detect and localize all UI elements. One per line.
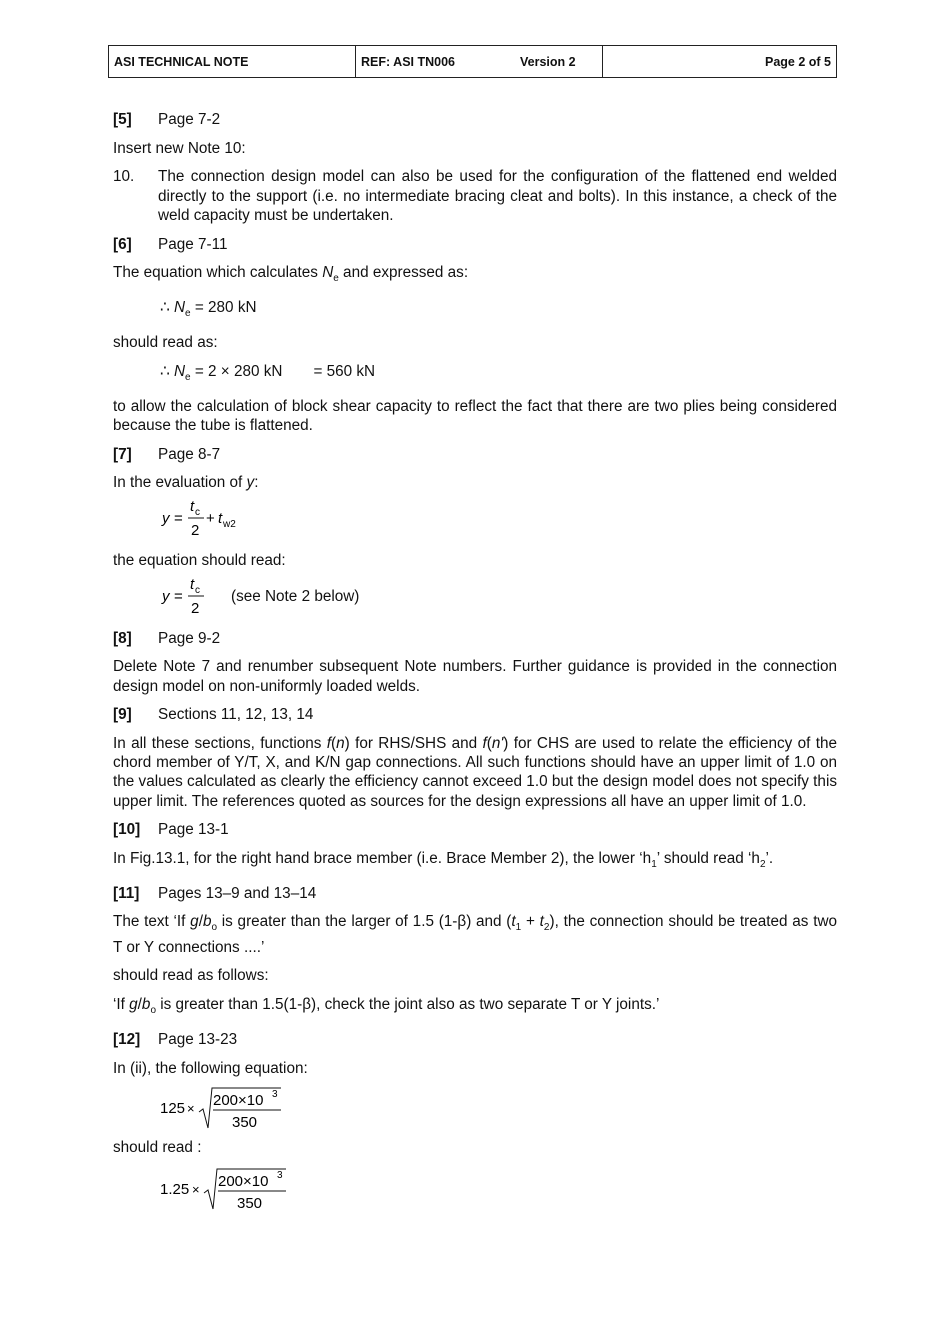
section-title: Sections 11, 12, 13, 14 <box>158 706 314 724</box>
section-9-text: In all these sections, functions f(n) for RHS/SHS and f(n') for CHS are used to relate the efficiency of the chord member of Y/T, X, and K/N gap connections. All such functions should have an upper limit of 1.0 on the values calculated as clearly the efficiency cannot exceed 1.0 but the design model does not specify this upper limit. The references quoted as sources for the design expressions all have an upper limit of 1.0. <box>113 734 837 810</box>
note-number: 10. <box>113 168 135 186</box>
header-doc-title: ASI TECHNICAL NOTE <box>109 46 356 77</box>
section-10-text: In Fig.13.1, for the right hand brace member (i.e. Brace Member 2), the lower ‘$h_1$’ should read ‘$h_2$’. <box>113 849 774 871</box>
svg-text:+: + <box>206 510 215 528</box>
svg-text:350: 350 <box>232 1113 258 1131</box>
section-number: [11] <box>113 884 140 902</box>
section-5-heading <box>113 110 837 129</box>
section-title: Page 7-2 <box>158 111 221 128</box>
section-12-heading <box>113 1030 837 1049</box>
svg-text:×: × <box>187 1100 195 1116</box>
section-11-quote-original: The text ‘If $g/b_o$ is greater than the larger of 1.5 (1-β) and $(t_1 + t_2)$, the connection should be treated as two T or Y connections ....’ <box>113 913 837 956</box>
svg-text:t: t <box>190 576 195 594</box>
section-number: [8] <box>113 629 132 647</box>
section-title: Page 13-1 <box>158 821 229 839</box>
section-7-intro: In the evaluation of y: <box>113 474 259 492</box>
equation-ne-corrected: ∴ $N_e = 2 \times 280$ kN = 560 kN <box>160 362 376 383</box>
section-number: [12] <box>113 1031 141 1049</box>
svg-text:t: t <box>190 498 195 516</box>
section-6-explanation: to allow the calculation of block shear capacity to reflect the fact that there are two plies being considered because the tube is flattened. <box>113 397 837 434</box>
section-12-intro: In (ii), the following equation: <box>113 1059 308 1077</box>
svg-text:w2: w2 <box>223 519 236 531</box>
svg-text:×: × <box>192 1182 200 1198</box>
should-read-label: should read as: <box>113 333 218 351</box>
section-number: [9] <box>113 706 132 724</box>
section-title: Page 13-23 <box>158 1031 238 1049</box>
document-body <box>113 110 837 1215</box>
section-number: [10] <box>113 821 141 839</box>
section-7-heading <box>113 445 837 464</box>
page-header <box>108 45 837 78</box>
svg-text:1.25: 1.25 <box>160 1181 190 1199</box>
equation-root-original <box>159 1082 339 1134</box>
header-version: Version 2 <box>520 54 576 69</box>
svg-text:200×10: 200×10 <box>218 1173 269 1191</box>
section-8-text: Delete Note 7 and renumber subsequent Note numbers. Further guidance is provided in the connection design model on non-uniformly loaded welds. <box>113 658 837 695</box>
section-title: Pages 13–9 and 13–14 <box>158 884 317 902</box>
svg-text:200×10: 200×10 <box>213 1091 264 1109</box>
equation-y-corrected <box>159 573 219 619</box>
svg-text:y: y <box>162 510 170 528</box>
should-read-label: should read : <box>113 1138 202 1156</box>
header-page-number: Page 2 of 5 <box>765 54 831 69</box>
svg-text:3: 3 <box>272 1088 278 1100</box>
svg-text:350: 350 <box>237 1195 263 1213</box>
header-ref-cell <box>356 46 603 77</box>
svg-text:2: 2 <box>191 522 200 540</box>
header-ref: REF: ASI TN006 <box>361 54 456 69</box>
section-11-quote-corrected: ‘If $g/b_o$ is greater than 1.5(1-β), check the joint also as two separate T or Y joints.’ <box>113 996 660 1017</box>
svg-text:t: t <box>218 510 223 528</box>
svg-text:c: c <box>195 507 200 519</box>
section-number: [5] <box>113 111 132 128</box>
section-6-intro: The equation which calculates $N_e$ and expressed as: <box>113 264 469 285</box>
svg-text:2: 2 <box>191 600 200 618</box>
section-10-heading <box>113 820 837 839</box>
note-text: The connection design model can also be used for the configuration of the flattened end welded directly to the support (i.e. no intermediate bracing cleat and bolts). In this instance, a check of the weld capacity must be undertaken. <box>158 168 837 224</box>
section-5-intro: Insert new Note 10: <box>113 139 246 157</box>
svg-text:125: 125 <box>160 1099 186 1117</box>
section-number: [6] <box>113 235 132 253</box>
should-read-label: the equation should read: <box>113 551 286 569</box>
section-8-heading <box>113 629 837 648</box>
section-title: Page 9-2 <box>158 629 221 647</box>
equation-root-corrected <box>159 1163 339 1215</box>
should-read-label: should read as follows: <box>113 967 269 985</box>
section-9-heading <box>113 705 837 724</box>
svg-text:=: = <box>174 510 183 528</box>
equation-y-original <box>159 495 299 541</box>
equation-ne-original: ∴ $N_e = 280$ kN <box>160 299 257 320</box>
section-number: [7] <box>113 445 132 463</box>
section-title: Page 7-11 <box>158 235 228 253</box>
section-title: Page 8-7 <box>158 445 221 463</box>
section-11-heading <box>113 884 837 903</box>
note-10 <box>113 167 837 225</box>
section-6-heading <box>113 235 837 254</box>
svg-text:c: c <box>195 585 200 597</box>
equation-note: (see Note 2 below) <box>231 587 360 605</box>
equation-y-corrected-row <box>113 573 837 619</box>
svg-text:y: y <box>162 588 170 606</box>
svg-text:=: = <box>174 588 183 606</box>
svg-text:3: 3 <box>277 1170 283 1182</box>
